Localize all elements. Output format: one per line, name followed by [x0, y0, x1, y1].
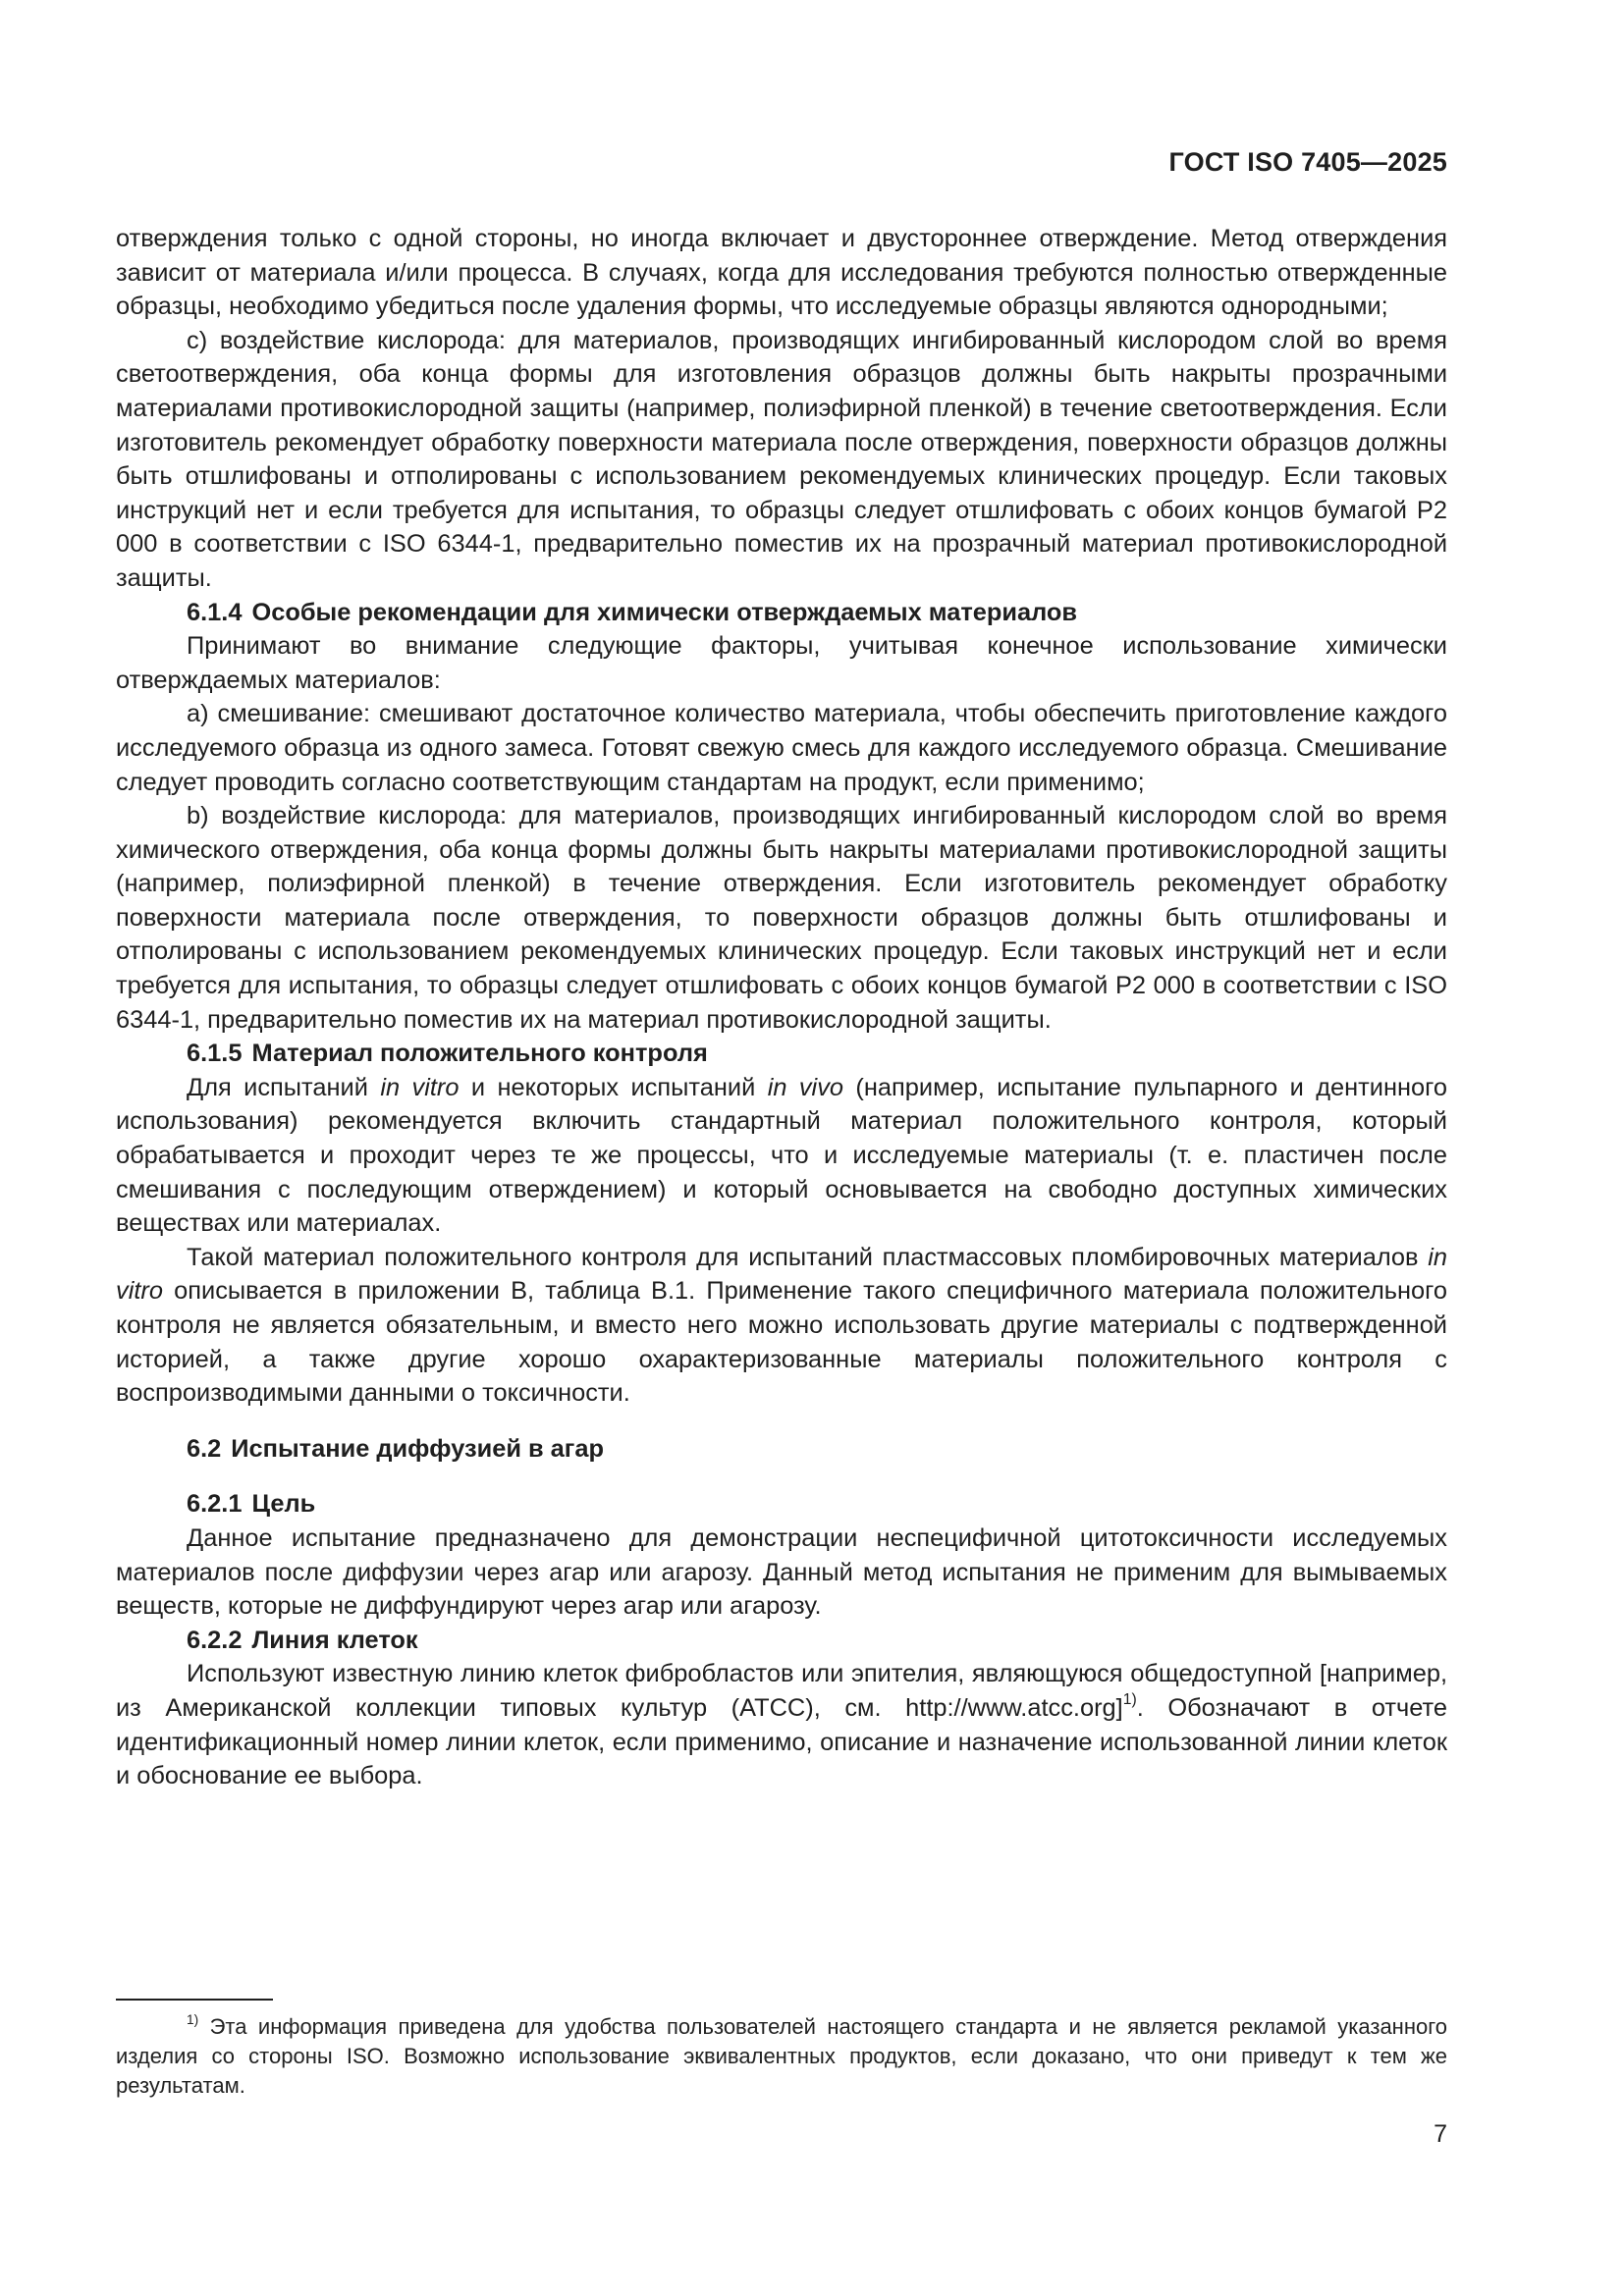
footnote-marker: 1) — [187, 2011, 199, 2027]
paragraph-positive-control-material — [116, 1241, 1447, 1411]
heading-text: Цель — [251, 1490, 316, 1519]
paragraph-purpose: Данное испытание предназначено для демонстрации неспецифичной цитотоксичности исследуемых материалов после диффузии через агар или агарозу. Данный метод испытания не применим для вымываемых веществ, которые не диффундируют через агар или агарозу. — [116, 1523, 1447, 1621]
heading-number: 6.2 — [187, 1434, 222, 1463]
heading-6-2 — [116, 1432, 1447, 1467]
heading-text: Материал положительного контроля — [251, 1040, 708, 1068]
heading-text: Испытание диффузией в агар — [231, 1434, 604, 1463]
text-run: Такой материал положительного контроля для испытаний пластмассовых пломбировочных материалов — [187, 1243, 1429, 1271]
footnote-reference: 1) — [1122, 1691, 1137, 1709]
text-run: Для испытаний — [187, 1073, 381, 1101]
heading-6-2-2 — [116, 1624, 1447, 1658]
heading-number: 6.1.5 — [187, 1040, 243, 1068]
paragraph-item-c: с) воздействие кислорода: для материалов, производящих ингибированный кислородом слой во время светоотверждения, оба конца формы для изготовления образцов должны быть накрыты прозрачными материалами противокислородной защиты (например, полиэфирной пленкой) в течение светоотверждения. Если изготовитель рекомендует обработку поверхности материала после отверждения, поверхности образцов должны быть отшлифованы и отполированы с использованием рекомендуемых клинических процедур. Если таковых инструкций нет и если требуется для испытания, то образцы следует отшлифовать с обоих концов бумагой Р2 000 в соответствии с ISO 6344-1, предварительно поместив их на прозрачный материал противокислородной защиты. — [116, 326, 1447, 592]
footnote-body: Эта информация приведена для удобства пользователей настоящего стандарта и не является рекламой указанного изделия со стороны ISO. Возможно использование эквивалентных продуктов, если доказано, что они приведут к тем же результатам. — [116, 2014, 1447, 2098]
text-run: . Обозначают в отчете идентификационный номер линии клеток, если применимо, описание и назначение использованной линии клеток и обоснование ее выбора. — [116, 1693, 1448, 1790]
text-run: и некоторых испытаний — [459, 1073, 768, 1101]
footnote-separator — [116, 1999, 273, 2001]
body-text — [116, 222, 1447, 1793]
heading-number: 6.2.2 — [187, 1626, 243, 1654]
document-header-id: ГОСТ ISO 7405—2025 — [1168, 147, 1447, 177]
heading-6-2-1 — [116, 1487, 1447, 1522]
heading-number: 6.1.4 — [187, 598, 243, 626]
paragraph-item-b: b) воздействие кислорода: для материалов, производящих ингибированный кислородом слой во время химического отверждения, оба конца формы должны быть накрыты материалами противокислородной защиты (например, полиэфирной пленкой) в течение отверждения. Если изготовитель рекомендует обработку поверхности материала после отверждения, то поверхности образцов должны быть отшлифованы и отполированы с использованием рекомендуемых клинических процедур. Если таковых инструкций нет и если требуется для испытания, то образцы следует отшлифовать с обоих концов бумагой Р2 000 в соответствии с ISO 6344-1, предварительно поместив их на материал противокислородной защиты. — [116, 802, 1447, 1034]
paragraph-continuation: отверждения только с одной стороны, но иногда включает и двустороннее отверждение. Метод отверждения зависит от материала и/или процесса. В случаях, когда для исследования требуются полностью отвержденные образцы, необходимо убедиться после удаления формы, что исследуемые образцы являются однородными; — [116, 225, 1447, 321]
page-number: 7 — [1434, 2120, 1447, 2148]
paragraph-cell-line — [116, 1657, 1447, 1792]
text-run: (например, испытание пульпарного и дентинного использования) рекомендуется включить стандартный материал положительного контроля, который обрабатывается и проходит через те же процессы, что и исследуемые материалы (т. е. пластичен после смешивания с последующим отверждением) и который основывается на свободно доступных химических веществах или материалах. — [116, 1073, 1447, 1238]
footnote — [116, 2012, 1447, 2101]
italic-term: in vitro — [116, 1243, 1447, 1306]
heading-number: 6.2.1 — [187, 1490, 243, 1519]
heading-6-1-4 — [116, 596, 1447, 630]
italic-term: in vitro — [380, 1073, 460, 1101]
paragraph-item-a: а) смешивание: смешивают достаточное количество материала, чтобы обеспечить приготовление каждого исследуемого образца из одного замеса. Готовят свежую смесь для каждого исследуемого образца. Смешивание следует проводить согласно соответствующим стандартам на продукт, если применимо; — [116, 700, 1447, 796]
paragraph-positive-control — [116, 1071, 1447, 1241]
text-run: описывается в приложении В, таблица В.1. Применение такого специфичного материала положительного контроля не является обязательным, и вместо него можно использовать другие материалы с подтвержденной историей, а также другие хорошо охарактеризованные материалы положительного контроля с воспроизводимыми данными о токсичности. — [116, 1277, 1447, 1408]
heading-text: Линия клеток — [251, 1626, 418, 1654]
text-run: Используют известную линию клеток фибробластов или эпителия, являющуюся общедоступной [например, из Американской коллекции типовых культур (АТСС), см. http://www.atcc.org] — [116, 1660, 1447, 1722]
heading-text: Особые рекомендации для химически отверждаемых материалов — [251, 598, 1078, 626]
heading-6-1-5 — [116, 1037, 1447, 1071]
italic-term: in vivo — [767, 1073, 844, 1101]
footnote-text — [116, 2012, 1447, 2101]
paragraph-intro-factors: Принимают во внимание следующие факторы, учитывая конечное использование химически отверждаемых материалов: — [116, 632, 1447, 694]
